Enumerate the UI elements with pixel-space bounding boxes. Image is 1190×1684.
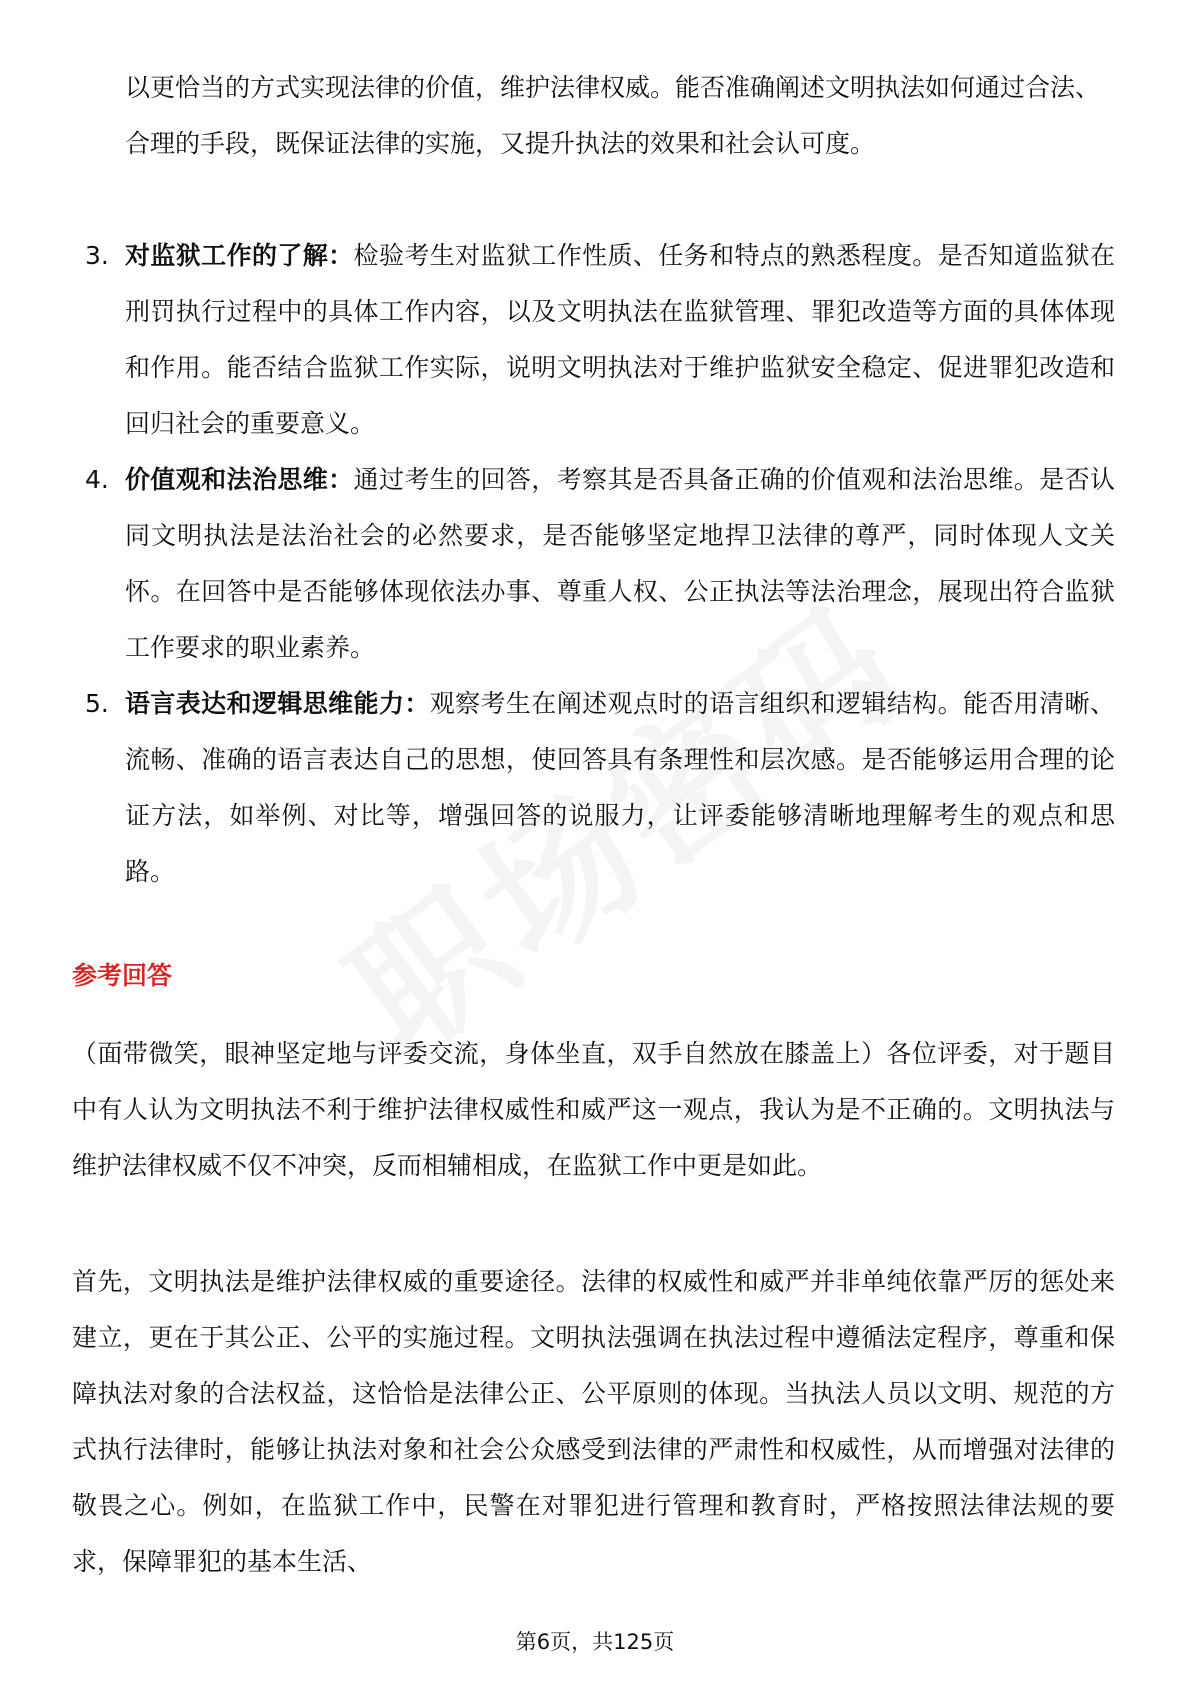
- page-number-footer: 第6页，共125页: [515, 1630, 675, 1654]
- list-item: [85, 452, 1115, 676]
- list-term: 价值观和法治思维：: [125, 465, 354, 494]
- list-body: 通过考生的回答，考察其是否具备正确的价值观和法治思维。是否认同文明执法是法治社会的必然要求，是否能够坚定地捍卫法律的尊严，同时体现人文关怀。在回答中是否能够体现依法办事、尊重人权、公正执法等法治理念，展现出符合监狱工作要求的职业素养。: [125, 465, 1115, 662]
- list-term: 对监狱工作的了解：: [125, 241, 354, 270]
- paragraph: 首先，文明执法是维护法律权威的重要途径。法律的权威性和威严并非单纯依靠严厉的惩处来建立，更在于其公正、公平的实施过程。文明执法强调在执法过程中遵循法定程序，尊重和保障执法对象的合法权益，这恰恰是法律公正、公平原则的体现。当执法人员以文明、规范的方式执行法律时，能够让执法对象和社会公众感受到法律的严肃性和权威性，从而增强对法律的敬畏之心。例如，在监狱工作中，民警在对罪犯进行管理和教育时，严格按照法律法规的要求，保障罪犯的基本生活、: [72, 1267, 1115, 1576]
- list-item: [85, 676, 1115, 900]
- list-body: 检验考生对监狱工作性质、任务和特点的熟悉程度。是否知道监狱在刑罚执行过程中的具体工作内容，以及文明执法在监狱管理、罪犯改造等方面的具体体现和作用。能否结合监狱工作实际，说明文明执法对于维护监狱安全稳定、促进罪犯改造和回归社会的重要意义。: [125, 241, 1115, 438]
- list-number: 5.: [85, 689, 109, 718]
- paragraph: （面带微笑，眼神坚定地与评委交流，身体坐直，双手自然放在膝盖上）各位评委，对于题目中有人认为文明执法不利于维护法律权威性和威严这一观点，我认为是不正确的。文明执法与维护法律权威不仅不冲突，反而相辅相成，在监狱工作中更是如此。: [72, 1039, 1115, 1180]
- list-body: 观察考生在阐述观点时的语言组织和逻辑结构。能否用清晰、流畅、准确的语言表达自己的思想，使回答具有条理性和层次感。是否能够运用合理的论证方法，如举例、对比等，增强回答的说服力，让评委能够清晰地理解考生的观点和思路。: [125, 689, 1115, 886]
- list-term: 语言表达和逻辑思维能力：: [125, 689, 430, 718]
- list-number: 3.: [85, 241, 109, 270]
- list-item: [85, 228, 1115, 452]
- section-heading: 参考回答: [72, 961, 173, 990]
- list-item-continuation: 以更恰当的方式实现法律的价值，维护法律权威。能否准确阐述文明执法如何通过合法、合理的手段，既保证法律的实施，又提升执法的效果和社会认可度。: [125, 73, 1101, 158]
- list-number: 4.: [85, 465, 109, 494]
